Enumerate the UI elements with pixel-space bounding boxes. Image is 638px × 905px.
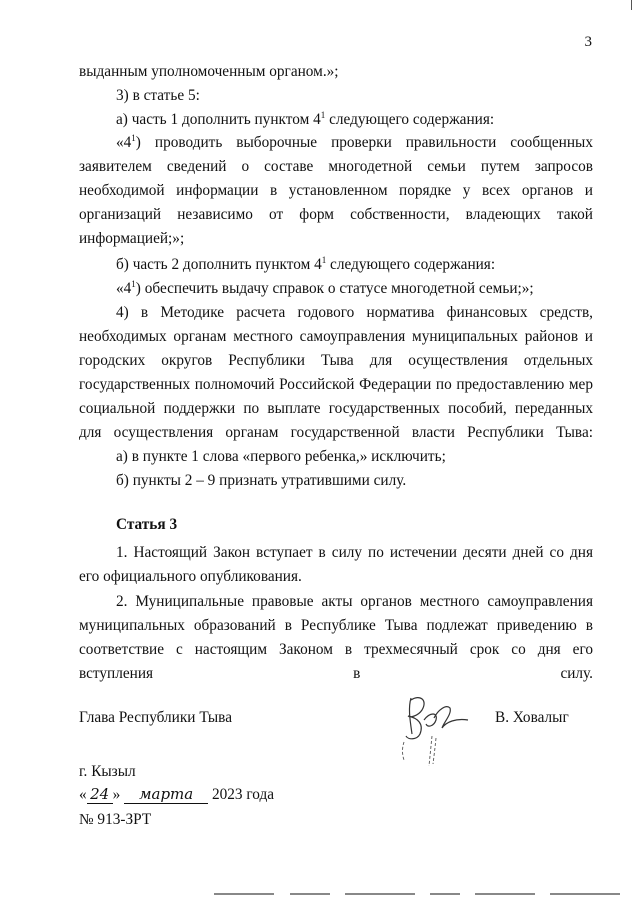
text-line-8: а) в пункте 1 слова «первого ребенка,» исключить; xyxy=(116,448,446,465)
paragraph-checks: «$4^1$) проводить выборочные проверки правильности сообщенных заявителем сведений о составе многодетной семьи путем запросов необходимой информации в установленном порядке у всех органов и организаций независимо от форм собственности, владеющих такой информацией;»; xyxy=(79,133,593,247)
date-month: марта xyxy=(124,785,208,804)
article-paragraph-2: 2. Муниципальные правовые акты органов местного самоуправления муниципальных образований в Республике Тыва подлежат приведению в соответствие с настоящим Законом в трехмесячный срок со дня его вступления в силу. xyxy=(79,593,593,682)
scan-edge-mark xyxy=(214,893,274,895)
article-paragraph-1: 1. Настоящий Закон вступает в силу по истечении десяти дней со дня его официального опубликования. xyxy=(79,544,593,585)
signatory-name: В. Ховалыг xyxy=(495,709,569,726)
handwritten-signature xyxy=(398,690,472,768)
paragraph-methodology: 4) в Методике расчета годового норматива финансовых средств, необходимых органам местного самоуправления муниципальных районов и городских округов Республики Тыва для осуществления отдельных государственных полномочий Российской Федерации по предоставлению мер социальной поддержки по выплате государственных пособий, переданных для осуществления органам государственной власти Республики Тыва: xyxy=(79,304,593,441)
place-of-signing: г. Кызыл xyxy=(79,763,136,780)
scan-edge-mark xyxy=(550,893,620,895)
text-line-1: выданным уполномоченным органом.»; xyxy=(79,63,339,80)
signatory-title: Глава Республики Тыва xyxy=(79,709,232,726)
text-line-9: б) пункты 2 – 9 признать утратившими силу. xyxy=(116,472,407,489)
scan-edge-mark xyxy=(430,893,460,895)
text-line-5: б) часть 2 дополнить пунктом $4^1$ следующего содержания: xyxy=(116,255,496,273)
scan-edge-mark xyxy=(345,893,415,895)
law-number: № 913-ЗРТ xyxy=(79,811,152,828)
text-line-6: «$4^1$) обеспечить выдачу справок о статусе многодетной семьи;»; xyxy=(116,279,534,297)
scan-mark xyxy=(631,0,632,10)
article-heading: Статья 3 xyxy=(116,516,178,533)
text-line-2: 3) в статье 5: xyxy=(116,87,200,104)
date-day: 24 xyxy=(87,785,113,804)
scan-edge-mark xyxy=(475,893,535,895)
date-year: 2023 года xyxy=(211,786,275,803)
scan-edge-mark xyxy=(290,893,330,895)
text-line-3: а) часть 1 дополнить пунктом $4^1$ следующего содержания: xyxy=(116,110,495,128)
page-number: 3 xyxy=(584,34,592,50)
signing-date: « 24 » марта 2023 года xyxy=(79,785,275,803)
